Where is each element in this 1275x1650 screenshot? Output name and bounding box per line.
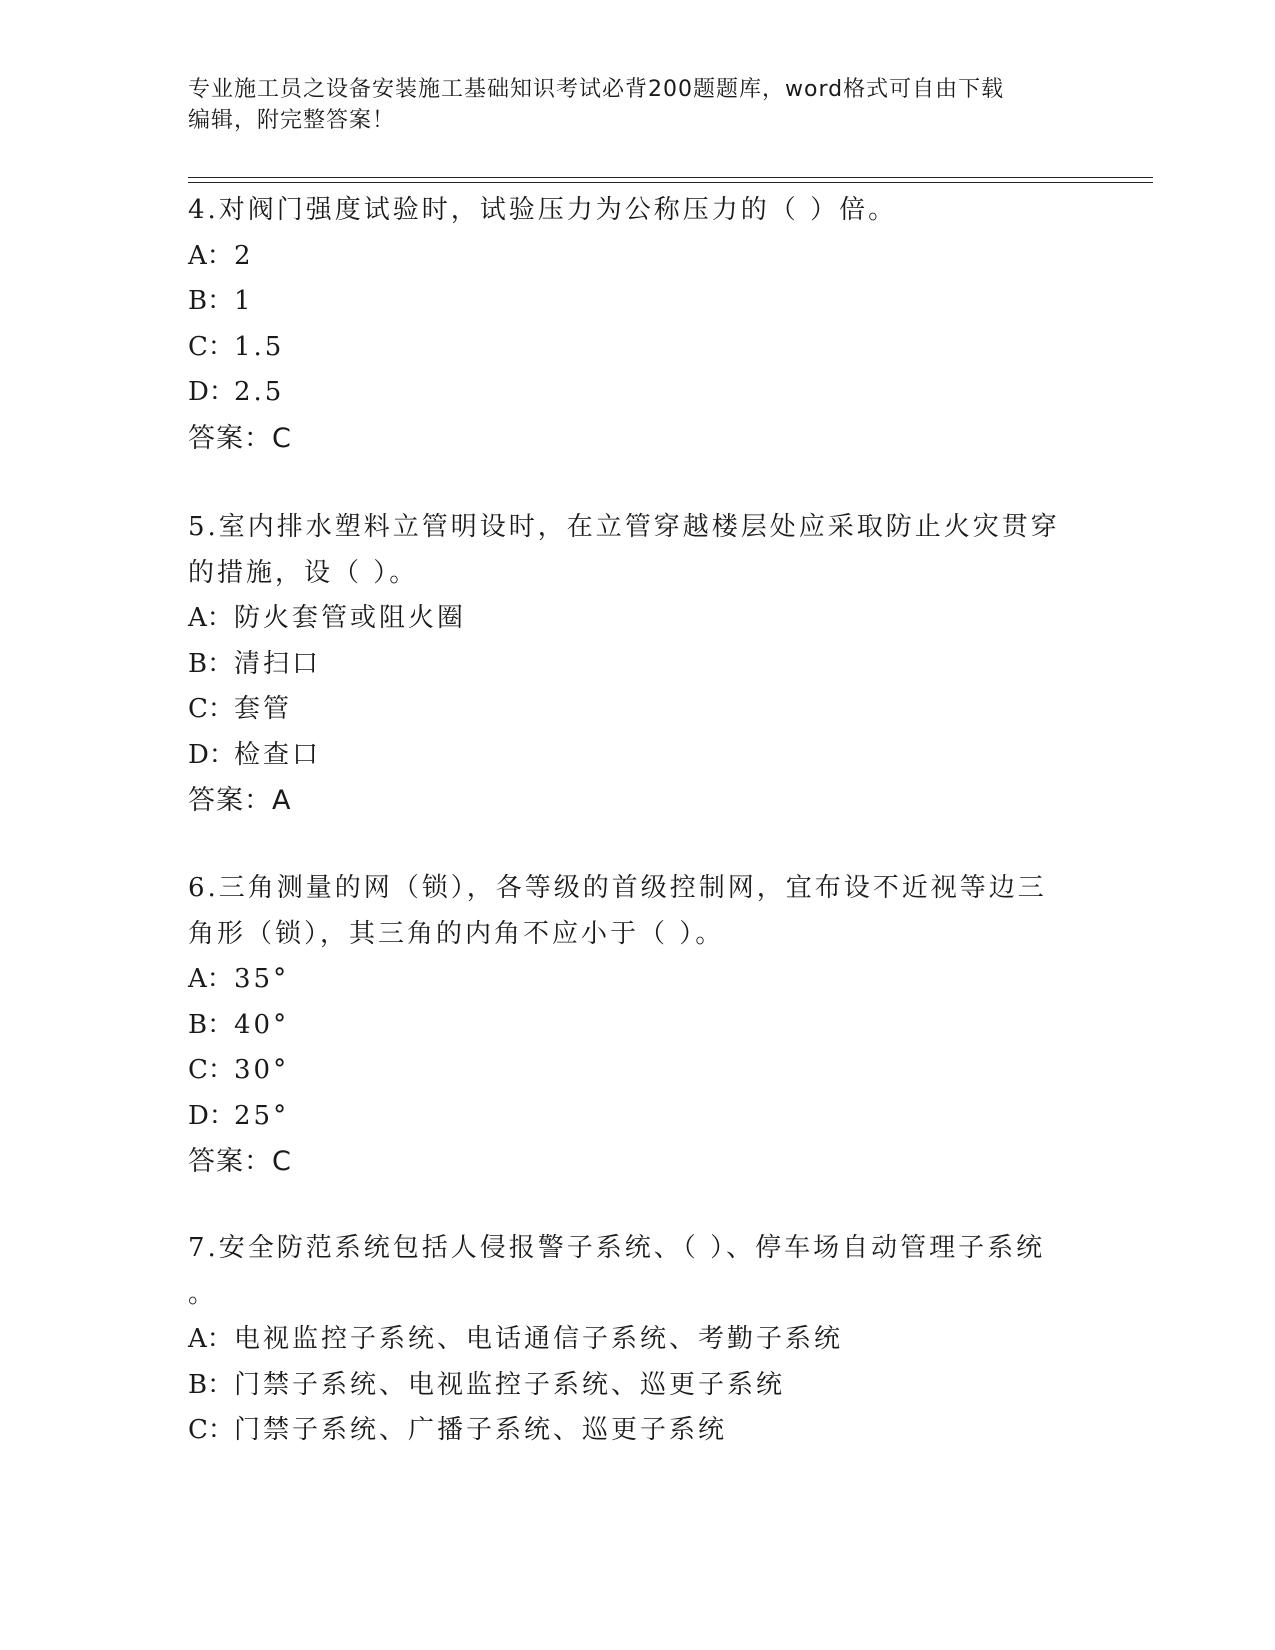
header-line-2: 编辑，附完整答案！ [188,108,396,133]
option-a [188,1317,1088,1363]
option-letter: B： [188,286,234,316]
option-text: 30° [234,1055,290,1085]
header-line-1: 专业施工员之设备安装施工基础知识考试必背200题题库，word格式可自由下载 [188,77,1005,102]
option-text: 1.5 [234,331,285,362]
question-6 [188,866,1088,1185]
option-letter: A： [188,603,233,633]
option-c [188,687,1088,733]
option-c [188,1408,1088,1454]
option-d [188,733,1088,779]
option-letter: A： [188,1324,233,1354]
question-stem [188,505,1088,596]
option-d [188,1094,1088,1140]
question-5 [188,505,1088,824]
option-a [188,234,1088,280]
option-letter: B： [188,1369,234,1400]
question-stem-line: 角形（锁），其三角的内角不应小于（ ）。 [188,918,725,949]
option-letter: C： [188,331,234,362]
option-c [188,325,1088,371]
option-text: 套管 [234,694,293,724]
question-stem-line: 5.室内排水塑料立管明设时，在立管穿越楼层处应采取防止火灾贯穿 [188,512,1060,542]
option-text: 2.5 [234,377,285,407]
answer: 答案：C [188,1146,292,1177]
option-text: 清扫口 [234,648,322,679]
question-stem-line: 。 [188,1278,218,1309]
option-text: 1 [234,286,254,316]
question-7 [188,1226,1088,1454]
option-d [188,370,1088,416]
option-letter: D： [188,1100,235,1131]
question-stem [188,1226,1088,1317]
option-letter: C： [188,1415,234,1445]
option-letter: A： [188,964,233,994]
answer: 答案：A [188,785,292,816]
question-stem-line: 7.安全防范系统包括人侵报警子系统、（ ）、停车场自动管理子系统 [188,1233,1046,1263]
option-letter: C： [188,1055,234,1085]
header-divider-top [188,177,1153,178]
option-letter: B： [188,648,234,679]
option-c [188,1048,1088,1094]
option-text: 门禁子系统、电视监控子系统、巡更子系统 [234,1369,786,1400]
option-text: 2 [234,240,254,271]
question-4 [188,188,1088,461]
option-b [188,1363,1088,1409]
option-text: 防火套管或阻火圈 [234,603,467,633]
question-stem [188,866,1088,957]
option-letter: A： [188,240,233,271]
option-letter: D： [188,377,235,407]
option-letter: D： [188,739,235,770]
question-stem [188,188,1088,234]
question-stem-line: 4.对阀门强度试验时，试验压力为公称压力的（ ）倍。 [188,195,898,225]
header-divider-bottom [188,182,1153,183]
question-stem-line: 的措施，设（ ）。 [188,557,419,588]
question-stem-line: 6.三角测量的网（锁），各等级的首级控制网，宜布设不近视等边三 [188,873,1047,903]
option-text: 40° [234,1009,290,1040]
answer: 答案：C [188,422,292,454]
option-text: 检查口 [234,739,322,770]
option-a [188,596,1088,642]
option-b [188,279,1088,325]
option-text: 25° [234,1100,290,1131]
option-text: 门禁子系统、广播子系统、巡更子系统 [234,1415,728,1445]
option-letter: B： [188,1009,234,1040]
option-b [188,1003,1088,1049]
option-letter: C： [188,694,234,724]
option-text: 电视监控子系统、电话通信子系统、考勤子系统 [234,1324,844,1354]
option-text: 35° [234,964,290,994]
option-a [188,957,1088,1003]
document-header [188,74,1088,136]
option-b [188,642,1088,688]
